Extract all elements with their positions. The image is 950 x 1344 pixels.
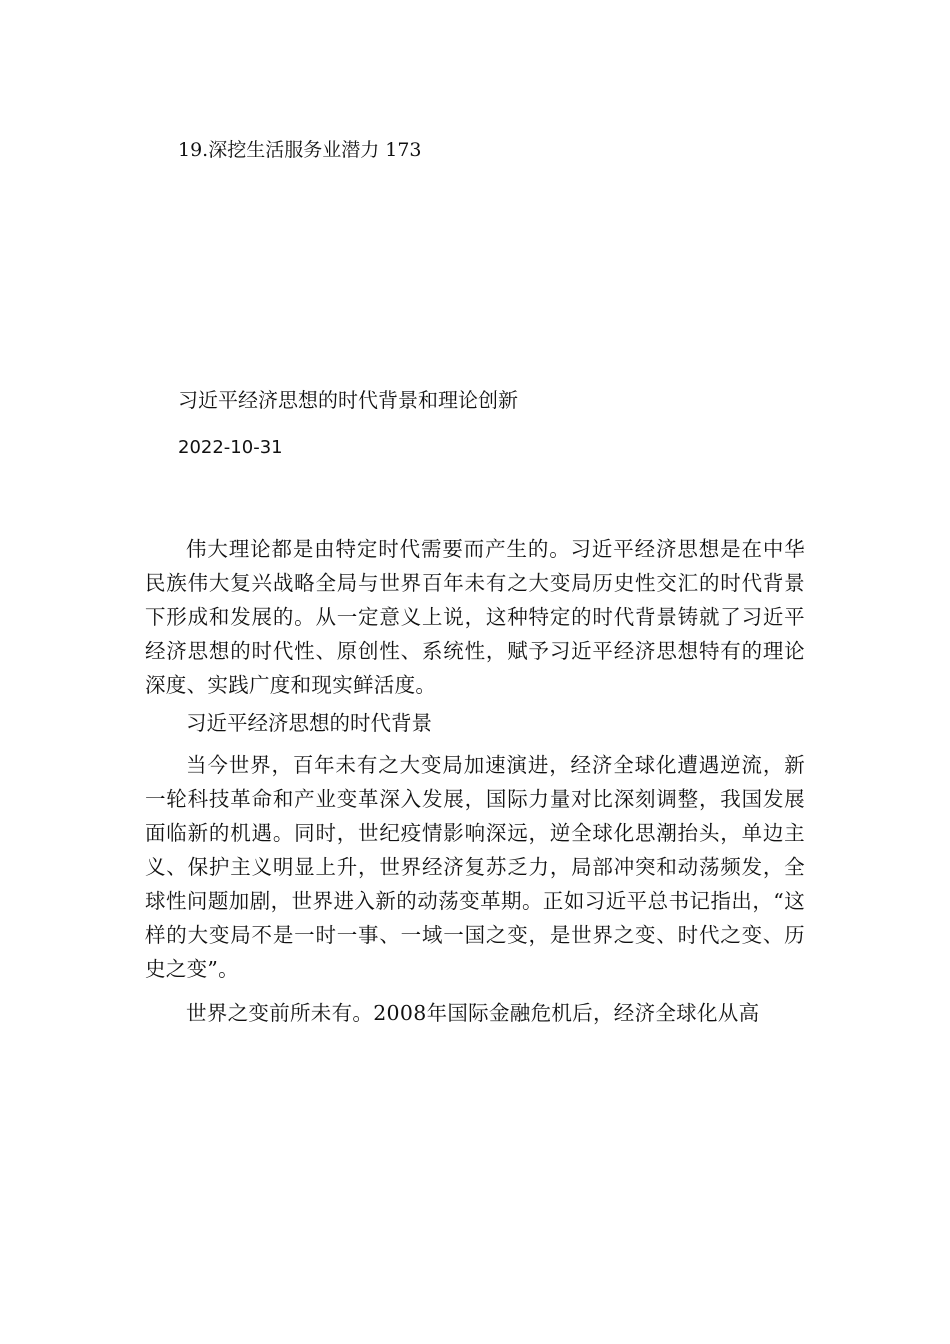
section-heading: 习近平经济思想的时代背景 bbox=[186, 711, 432, 735]
article-date: 2022-10-31 bbox=[178, 437, 283, 458]
paragraph-section-1: 当今世界，百年未有之大变局加速演进，经济全球化遭遇逆流，新一轮科技革命和产业变革深入发展，国际力量对比深刻调整，我国发展面临新的机遇。同时，世纪疫情影响深远，逆全球化思潮抬头，单边主义、保护主义明显上升，世界经济复苏乏力，局部冲突和动荡频发，全球性问题加剧，世界进入新的动荡变革期。正如习近平总书记指出，“这样的大变局不是一时一事、一域一国之变，是世界之变、时代之变、历史之变”。 bbox=[145, 753, 805, 981]
paragraph-section-2: 世界之变前所未有。2008年国际金融危机后，经济全球化从高 bbox=[186, 1001, 760, 1025]
paragraph-intro: 伟大理论都是由特定时代需要而产生的。习近平经济思想是在中华民族伟大复兴战略全局与世界百年未有之大变局历史性交汇的时代背景下形成和发展的。从一定意义上说，这种特定的时代背景铸就了习近平经济思想的时代性、原创性、系统性，赋予习近平经济思想特有的理论深度、实践广度和现实鲜活度。 bbox=[145, 537, 805, 697]
article-title: 习近平经济思想的时代背景和理论创新 bbox=[178, 388, 518, 412]
toc-entry: 19.深挖生活服务业潜力 173 bbox=[178, 139, 422, 161]
article-body bbox=[145, 532, 805, 1040]
